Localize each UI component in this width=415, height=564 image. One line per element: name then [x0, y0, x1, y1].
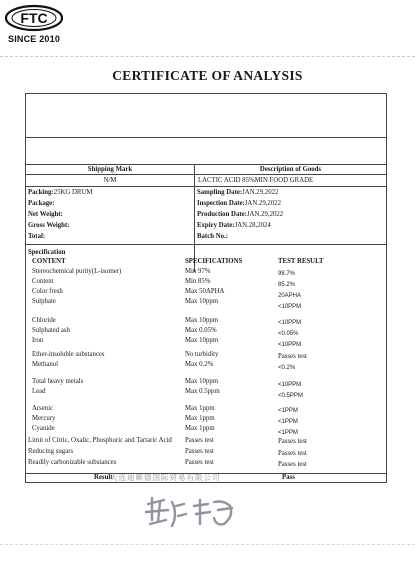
test-result: Passes test — [278, 461, 307, 468]
info-row: Net Weight: — [28, 211, 63, 218]
test-result: <0.2% — [278, 365, 296, 371]
test-result: Passes test — [278, 450, 307, 457]
test-result: 98.7% — [278, 271, 296, 277]
content-header: CONTENT — [32, 258, 66, 265]
result-label: Result — [94, 474, 113, 481]
test-result: <1PPM — [278, 419, 298, 425]
spec-value: Max 0.05% — [185, 327, 217, 334]
test-result: <10PPM — [278, 382, 302, 388]
test-result: <10PPM — [278, 304, 302, 310]
shipping-mark-header: Shipping Mark — [87, 166, 133, 173]
info-row: Sampling Date:JAN.29,2022 — [197, 189, 279, 196]
spec-value: Max 10ppm — [185, 317, 219, 324]
info-row: Batch No.: — [197, 233, 228, 240]
spec-content: Arsenic — [32, 405, 54, 412]
spec-value: Max 10ppm — [185, 378, 219, 385]
description-header: Description of Goods — [259, 166, 322, 173]
spec-value: Min 97% — [185, 268, 211, 275]
spec-value: Max 10ppm — [185, 337, 219, 344]
table-rule — [26, 186, 386, 187]
specification-label: Specification — [28, 249, 66, 256]
spec-value: Min 85% — [185, 278, 211, 285]
spec-content: Color fresh — [32, 288, 63, 295]
table-rule — [26, 174, 386, 175]
spec-content: Mercury — [32, 415, 56, 422]
spec-content: Sulphated ash — [32, 327, 70, 334]
header-divider — [0, 56, 415, 57]
spec-value: Passes test — [185, 459, 214, 466]
spec-value: Max 1ppm — [185, 425, 215, 432]
spec-content: Chloride — [32, 317, 56, 324]
column-divider — [194, 164, 195, 272]
spec-value: No turbidity — [185, 351, 219, 358]
spec-value: Max 0.2% — [185, 361, 214, 368]
test-result-header: TEST RESULT — [278, 258, 324, 265]
signature — [138, 490, 248, 534]
spec-content: Readily carbonizable substances — [28, 459, 117, 466]
test-result: <0.05% — [278, 331, 299, 337]
company-seal-text: 大连迪顺德国际贸易有限公司 — [110, 473, 221, 482]
company-logo — [4, 4, 64, 32]
spec-content: Stereochemical purity(L-isomer) — [32, 268, 122, 275]
page-title: CERTIFICATE OF ANALYSIS — [112, 68, 303, 83]
description-value: LACTIC ACID 85%MIN FOOD GRADE — [198, 177, 314, 184]
spec-content: Ether-insoluble substances — [32, 351, 105, 358]
spec-value: Max 10ppm — [185, 298, 219, 305]
spec-content: Sulphate — [32, 298, 56, 305]
spec-content: Iron — [32, 337, 44, 344]
info-row: Package: — [28, 200, 55, 207]
specifications-header: SPECIFICATIONS — [185, 258, 243, 265]
spec-value: Passes test — [185, 448, 214, 455]
spec-content: Methanol — [32, 361, 59, 368]
spec-content: Content — [32, 278, 54, 285]
result-value: Pass — [282, 474, 295, 481]
table-rule — [26, 244, 386, 245]
test-result: <0.5PPM — [278, 393, 303, 399]
spec-content: Lead — [32, 388, 46, 395]
since-label: SINCE 2010 — [8, 34, 61, 44]
logo-text: FTC — [20, 10, 48, 26]
test-result: Passes test — [278, 438, 307, 445]
spec-value: Max 50APHA — [185, 288, 225, 295]
info-row: Packing:25KG DRUM — [28, 189, 93, 196]
info-row: Expiry Date:JAN.28,2024 — [197, 222, 271, 229]
test-result: <10PPM — [278, 320, 302, 326]
spec-content: Cyanide — [32, 425, 55, 432]
test-result: 20APHA — [278, 293, 302, 299]
spec-value: Max 1ppm — [185, 415, 215, 422]
info-row: Production Date:JAN.29,2022 — [197, 211, 284, 218]
spec-content: Reducing sugars — [28, 448, 74, 455]
certificate-table — [25, 93, 387, 483]
test-result: <1PPM — [278, 430, 298, 436]
test-result: Passes test — [278, 353, 307, 360]
info-row: Total: — [28, 233, 46, 240]
spec-content: Total heavy metals — [32, 378, 84, 385]
info-row: Inspection Date:JAN.29,2022 — [197, 200, 282, 207]
spec-value: Passes test — [185, 437, 214, 444]
footer-divider — [0, 544, 415, 545]
shipping-mark-value: N/M — [103, 177, 117, 184]
blank-header-box — [26, 94, 386, 138]
spec-content: Limit of Citric, Oxalic, Phosphoric and Tartaric Acid — [28, 437, 172, 444]
info-row: Gross Weight: — [28, 222, 70, 229]
test-result: 85.2% — [278, 282, 296, 288]
test-result: <1PPM — [278, 408, 298, 414]
spec-value: Max 1ppm — [185, 405, 215, 412]
table-rule — [26, 164, 386, 165]
spec-value: Max 0.5ppm — [185, 388, 220, 395]
test-result: <10PPM — [278, 342, 302, 348]
